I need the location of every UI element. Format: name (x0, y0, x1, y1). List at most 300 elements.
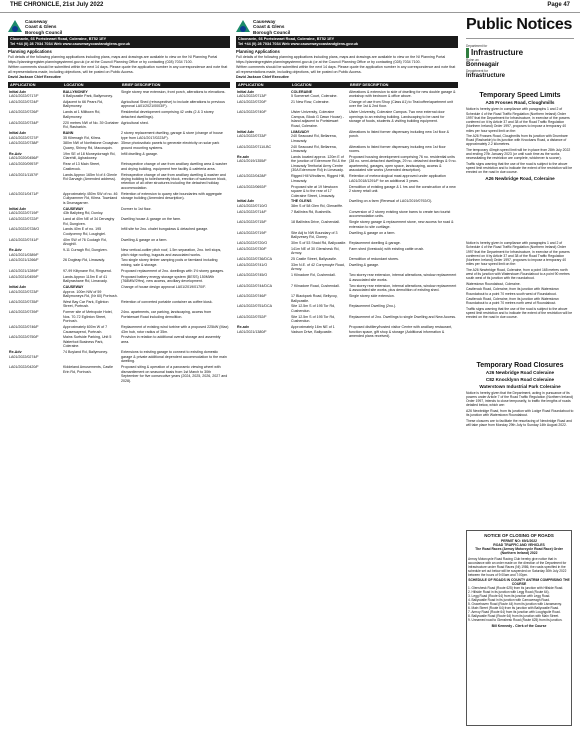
notice-speed-limits (466, 92, 574, 238)
notice-subtitle: ROAD TRAFFIC AND VEHICLES (493, 542, 545, 547)
table-row (8, 269, 230, 273)
table-row (236, 174, 458, 183)
application-location (290, 241, 348, 245)
schedule-item: 7. Armoy Road (Route 64) from its junction with Loughguile Road. (468, 610, 561, 614)
application-ref (8, 248, 62, 257)
location-text: 43b Ballybeg Rd, Dunloy. (63, 211, 104, 216)
application-number: LA01/2021/0471/F (9, 191, 39, 196)
application-description: Dwelling house & garage on the farm. (121, 217, 182, 222)
location-text: 33m N.E. of 42 Corrymoyle Road, Armoy. (291, 262, 345, 272)
dfi-mark-icon (466, 48, 469, 58)
advert-tag: Re-adv (237, 325, 249, 330)
advert-tag: Initial Adv (9, 89, 27, 94)
application-location (62, 350, 120, 363)
application-ref (8, 325, 62, 334)
location-text: 26 Dogleap Rd, Limavady. (63, 258, 106, 263)
application-location (290, 210, 348, 219)
table-row (236, 247, 458, 256)
application-description: Infill dwelling & garage. (121, 151, 158, 156)
notice-title: Temporary Road Closures (476, 362, 564, 369)
location-text: 38m S of 58 Glen Rd, Glenariffe. (291, 203, 344, 208)
application-location (62, 90, 120, 99)
location-text: Site 12.5m S of 195 Tor Rd, Cushendun. (291, 314, 336, 324)
col-location: LOCATION (292, 82, 312, 87)
council-logo (236, 18, 458, 36)
application-location (290, 100, 348, 109)
council-logo-icon (8, 20, 22, 34)
intro-text-2: Written comments should be submitted within the next 14 days. Please quote the application number in any correspondence and note that all representations made, including objections, will be posted on Public Access. (236, 65, 456, 74)
location-text: Former site of Metropole Hotel, Nos. 70-72 Eglinton Street, Portrush. (63, 310, 113, 324)
application-number: LA01/2022/0428/F (237, 174, 267, 179)
application-ref (8, 275, 62, 284)
intro-text: Full details of the following planning applications including plans, maps and drawings are available to view on the NI Planning Portal https://planningregister.planningsystemni.gov.uk (or at the Council Planning Office or by contacting (028) 7034 7100. (8, 55, 218, 64)
table-row (8, 285, 230, 298)
application-ref (8, 300, 62, 309)
application-location (62, 365, 120, 383)
notice-subtitle: A26 Newbridge Road, Coleraine (485, 175, 555, 181)
section-heading: Planning Applications (8, 48, 52, 54)
table-row (8, 121, 230, 130)
application-number: LA01/2022/0736/DCA (237, 257, 272, 262)
dfi-name: Infrastructure (466, 48, 574, 58)
table-row (8, 325, 230, 334)
application-location (290, 315, 348, 324)
dfi-scots-name: Infrastructure (466, 72, 506, 79)
application-description: Alterations & extension to side of dwelling for new double garage & workshop with bedroom & office above. (349, 89, 456, 99)
area-name: BANN (63, 131, 74, 136)
application-description: Dwelling on a farm (Renewal of LA01/2019/0792/O). (349, 199, 433, 204)
table-row (236, 241, 458, 245)
location-text: Rigged Hill Windfarm, Rigged Hill, Limavady. (291, 174, 346, 183)
application-description: Replacement Dwelling (2no.). (349, 304, 397, 309)
table-row (8, 275, 230, 284)
public-notices-title: Public Notices (466, 16, 573, 33)
application-ref (8, 110, 62, 119)
application-number: LA01/2022/0720/F (237, 100, 267, 104)
application-number: LA01/2022/0720/O (237, 240, 268, 245)
application-description: Replacement of 2no. Dwellings to single Dwelling and New Access. (349, 314, 457, 319)
table-row (236, 210, 458, 219)
location-text: Approximately 16m NE of 1 Vadson Drive, Ballycastle. (291, 325, 335, 334)
notice-para: Traffic signs warning that the use of the road is subject to the above speed limit restriction and to indicate the extent of the restriction will be erected on the road in due course. (466, 306, 573, 320)
location-text: Site Adj to NW Boundary of 3 Ballyvesey Rd, Cloney. (291, 230, 338, 239)
section-heading: Planning Applications (236, 48, 280, 54)
application-ref (236, 110, 290, 128)
application-description: 2 storey replacement dwelling, garage & store (change of house type from LA01/2017/0223/F). (121, 131, 223, 140)
notice-para: The A26 Newbridge Road, Coleraine, from a point 165 metres north west of its junction with Waterstown Roundabout to a point 90 metres south west of its junction with the roundabout. (466, 267, 570, 281)
application-number: LA01/2022/0746/F (9, 325, 39, 330)
notice-para: Castlerock Road, Coleraine, from its junction with Waterstown Roundabout to a point 70 metres north west of Roundabout. (466, 296, 559, 306)
masthead (0, 0, 580, 13)
table-row (236, 304, 458, 313)
application-location (62, 131, 120, 140)
table-row (8, 131, 230, 140)
application-description: Proposed housing development comprising 76 no. residential units (38 no. semi-detached dwellings, 29 no. detached dwellings & 9 no. apartments), garages, open space, landscaping, access & associated site works (Amended description). (349, 154, 457, 173)
notice-para: The temporary 40mph speed limit will be in place from 28th July 2022 and ending 27th January 2023 (or until such time as the works necessitating the restriction are complete, whichever is sooner). (466, 147, 571, 161)
application-description: Dwelling & garage. (349, 262, 380, 267)
application-location (290, 220, 348, 229)
council-address: Cloonavin, 66 Portstewart Road, Coleraine, BT52 1EY (10, 37, 107, 41)
application-location (62, 285, 120, 298)
schedule-item: 9. Unnamed road to Glenshesk Road (Route 625) from its junction. (468, 618, 563, 622)
table-row (8, 90, 230, 99)
application-location (62, 300, 120, 309)
advert-tag: Re-adv (237, 154, 249, 159)
area-name: LIMAVADY (291, 129, 310, 134)
application-ref (8, 227, 62, 236)
table-row (236, 273, 458, 282)
application-location (290, 257, 348, 261)
advert-tag: Re-Adv (9, 248, 22, 253)
application-location (290, 90, 348, 99)
application-description: Farm shed (livestock) with existing cattle crush. (349, 246, 425, 251)
application-number: LA01/2022/0710/O (237, 203, 268, 208)
application-ref (8, 162, 62, 171)
application-number: LA01/2022/0735/F (9, 299, 39, 304)
application-location (62, 192, 120, 205)
schedule-heading: SCHEDULE OF ROADS IN COUNTY ANTRIM COMPRISING THE COURSE (468, 577, 570, 586)
application-number: LA01/2019/1355/F (237, 159, 267, 164)
area-name: COLERAINE (291, 89, 313, 94)
application-number: LA01/2022/0740/F (237, 110, 267, 115)
table-row (236, 145, 458, 154)
table-row (236, 100, 458, 109)
application-number: LA01/2020/0456/F (9, 156, 39, 161)
application-location (290, 155, 348, 173)
application-number: LA01/2022/0733/F (237, 134, 267, 139)
application-number: LA01/2022/0715/F (237, 220, 267, 225)
location-text: 1 Kilnadore Rd, Cushendall. (291, 273, 336, 278)
notice-para: Notice is hereby given in compliance with paragraphs 1 and 2 of Schedule 4 of the Road Traffic Regulation (Northern Ireland) Order 1997 that the Department for Infrastructure, in exercise of the powers conferred on it by Article 37 and 38 of the Road Traffic Regulation (Northern Ireland) Order 1997, proposes to impose a temporary 40 miles per hour speed limit on the: (466, 241, 570, 267)
application-ref (236, 304, 290, 313)
application-ref (8, 258, 62, 267)
application-description: Residential development comprising 42 units (2 & 3 storey detached dwellings). (121, 110, 214, 119)
order-title: The Road Races (Armoy Motorcycle Road Race) Order (Northern Ireland) 2022 (475, 547, 563, 556)
application-number: LA01/2022/0746/F (237, 294, 267, 299)
application-location (62, 110, 120, 119)
location-text: Lands at 1 Milltown Rd, Ballymoney. (63, 110, 101, 119)
application-ref (236, 231, 290, 240)
application-ref (236, 273, 290, 282)
location-text: 240 Seacoast Rd, Bellarena, Limavady. (291, 144, 337, 154)
table-row (236, 294, 458, 303)
location-text: 40m SW of 76 Coolagh Rd, Ahoghill. (63, 237, 107, 247)
table-row (8, 335, 230, 348)
location-text: 5 Somerset Court, Coleraine. (291, 94, 338, 99)
application-description: Proposed distillery/hosted visitor Centre with ancillary restaurant, function space, gift shop & storage (Additional information & amended plans received). (349, 325, 453, 339)
notice-para: Traffic signs warning that the use of the road is subject to the above speed limit restriction and to indicate the extent of the restriction will be erected on the road in due course. (466, 161, 573, 175)
application-location (290, 294, 348, 303)
application-number: LA01/2022/0741/F (9, 237, 39, 242)
location-text: Approx. 100m NW of 59 Ballymoneys Rd, (Nr 60) Portrush. (63, 289, 118, 299)
table-row (236, 325, 458, 338)
council-contact: Tel +44 (0) 28 7034 7034 Web www.causewaycoastandglens.gov.uk (238, 41, 359, 46)
application-location (290, 284, 348, 293)
application-location (290, 110, 348, 128)
application-description: Alterations to listed former dispensary including new 1st floor rooms. (349, 144, 446, 154)
planning-pane-left (8, 18, 230, 723)
notice-para: Waterstown Roundabout, Coleraine. (466, 281, 521, 286)
location-text: Adjacent to 66 Pears Rd, Ballymoney. (63, 100, 103, 109)
application-description: Replacement of existing wind turbine with a proposed 225kW (Max) 43m hub, rotor radius of 35m. (121, 325, 229, 334)
application-ref (8, 238, 62, 247)
table-row (236, 90, 458, 99)
intro-text-2: Written comments should be submitted within the next 14 days. Please quote the application number in any correspondence and note that all representations made, including objections, will be posted on Public Access. (8, 65, 228, 74)
application-description: Dwelling & garage on a farm. (349, 230, 396, 235)
permit-number: PERMIT NO: 69/1/2022 (501, 538, 537, 543)
application-number: LA01/2022/0714/F (237, 209, 267, 214)
application-ref (8, 217, 62, 226)
table-row (8, 152, 230, 161)
table-row (236, 257, 458, 261)
notice-title: NOTICE OF CLOSING OF ROADS (484, 533, 554, 538)
notice-subtitle: A26 Frosses Road, Cloughmills (485, 100, 555, 106)
table-row (236, 199, 458, 208)
application-number: LA01/2021/1157/F (9, 172, 39, 177)
schedule-item: 6. Main Street (Route 64) from its junction with Ballycastle Road. (468, 606, 560, 610)
application-description: Change of house design approval LA01/2019/0170/F. (121, 285, 206, 290)
table-row (8, 238, 230, 247)
area-name: CAUSEWAY (63, 285, 84, 290)
application-ref (8, 365, 62, 383)
application-number: LA01/2022/0420/F (9, 365, 39, 370)
application-ref (236, 185, 290, 198)
application-number: LA01/2022/0739/F (9, 310, 39, 315)
application-ref (8, 90, 62, 99)
application-description: Dormer to 1st floor. (121, 206, 152, 211)
application-location (290, 199, 348, 208)
schedule-item: 8. Ballycastle Road (Route 64) from its junction with Main Street. (468, 614, 560, 618)
application-location (62, 258, 120, 267)
dfi-gael-label: Roinn an (466, 58, 479, 62)
application-number: LA01/2022/0726/F (9, 110, 39, 115)
signatory: David Jackson Chief Executive (236, 75, 289, 80)
notice-road-race-closing (466, 530, 572, 726)
application-ref (236, 241, 290, 245)
notice-para: The A26 Frosses Road, Cloughmills from its junction with Drumbare Road (Rasharkin) to its junction with Knockans Road, a distance of approximately 2.2 kilometres. (466, 133, 568, 147)
location-text: 7 Kilnadore Road, Cushendall. (291, 283, 340, 288)
application-description: Infill site for 2no. chalet bungalows & detached garage. (121, 227, 209, 232)
application-description: Proposed replacement of 2no. dwellings with 1½ storey garages. (121, 268, 225, 273)
clerk-signature: Bill Kennedy - Clerk of the Course (491, 624, 547, 628)
application-description: Demolition of redundant stores. (349, 257, 399, 262)
notice-subtitle: C82 Knocklynn Road Coleraine (485, 377, 555, 383)
location-text: 17 Blackpark Road, Bellyvoy, Ballycastle. (291, 294, 338, 303)
application-ref (236, 155, 290, 173)
application-ref (8, 310, 62, 323)
application-number: LA01/2022/0744/DCA (237, 283, 272, 288)
application-location (290, 273, 348, 282)
divider (466, 38, 574, 39)
location-text: Site 12.5m S of 195 Tor Rd, Cushendun. (291, 304, 336, 313)
application-number: LA01/2022/0713/F (237, 94, 267, 99)
application-ref (236, 257, 290, 261)
application-number: LA01/2021/1289/F (9, 268, 39, 273)
application-number: LA01/2022/0750/F (9, 335, 39, 340)
application-ref (236, 247, 290, 256)
application-location (290, 145, 348, 154)
application-ref (236, 263, 290, 272)
table-row (8, 310, 230, 323)
location-text: 30m S of 53 Shaid Rd, Ballycastle. (291, 240, 347, 245)
table-row (8, 100, 230, 109)
application-ref (236, 210, 290, 219)
application-number: LA01/2022/0719/F (237, 230, 267, 235)
location-text: 7 Ballinlea Rd, Bushmills. (291, 209, 332, 214)
application-ref (236, 130, 290, 143)
advert-tag: Initial Adv (9, 285, 27, 290)
application-description: Ulster University, Coleraine Campus. Two new external door openings to an existing building. Landscaping to be used for storage of foods, students & visiting building equipment. (349, 110, 445, 124)
application-location (62, 275, 120, 284)
advert-tag: Re-Adv (9, 151, 22, 156)
schedule-item: 1. Glenshesk Road (Route 625) from its junction with Hillside Road. (468, 586, 564, 590)
application-description: Retention of extension to quarry site boundaries with aggregate storage building (Amended description). (121, 191, 222, 201)
application-description: Replacement dwelling & garage. (349, 240, 401, 245)
application-number: LA01/2022/0717/F (9, 94, 39, 99)
table-row (8, 192, 230, 205)
application-number: LA01/2022/0752/F (237, 314, 267, 319)
application-location (290, 263, 348, 272)
table-row (236, 315, 458, 324)
col-description: BRIEF DESCRIPTION (350, 82, 389, 87)
application-number: LA01/2022/0692/F (237, 184, 267, 189)
application-description: 24no. apartments, car parking, landscaping, access from Portstewart Road including demolition. (121, 310, 212, 319)
application-description: Two storey rear extension, internal alterations, window replacement & associated site works, plus demolition of existing shed. (349, 283, 457, 293)
application-location (290, 247, 348, 256)
application-location (62, 141, 120, 150)
application-location (290, 325, 348, 338)
application-description: Single storey rear extension, front porch, alterations to elevations. (121, 89, 226, 94)
table-row (236, 155, 458, 173)
application-description: Two storey rear extension, internal alterations, window replacement & associated site works. (349, 273, 457, 282)
location-text: 19m SE of 18 Moneydorragh Rd, Clarehill, Aghadowey. (63, 151, 116, 161)
location-text: Kiddeland Amusements, Castle Erin Rd, Portrush. (63, 365, 113, 374)
area-name: CAUSEWAY (63, 206, 84, 211)
table-row (8, 173, 230, 191)
planning-pane-right (236, 18, 458, 723)
location-text: 97-99 Kiltynane Rd, Ringsend. (63, 268, 112, 273)
council-address-bar (8, 36, 230, 48)
col-application: APPLICATION (238, 82, 264, 87)
applications-table (8, 90, 230, 383)
location-text: 74 Boyland Rd, Ballymoney. (63, 350, 108, 355)
dfi-logo (466, 44, 574, 88)
application-description: Change of use from Shop (Class A1) to Tea/coffee/apartment unit over the 1st & 2nd floor. (349, 100, 453, 109)
application-ref (8, 100, 62, 109)
application-ref (8, 131, 62, 140)
application-ref (8, 269, 62, 273)
application-description: Single storey side extension. (349, 294, 395, 299)
location-text: Rear of 13 Main Street, Castlerock. (63, 162, 101, 171)
council-name: Causeway Coast & Glens Borough Council (253, 19, 291, 35)
application-description: Single storey garage & replacement stone, new access for road & extension to site curtilage. (349, 220, 454, 229)
table-row (236, 110, 458, 128)
table-row (236, 284, 458, 293)
schedule-item: 3. Legg Road (Route 64) from its junction with Legg Road. (468, 594, 551, 598)
table-row (8, 350, 230, 363)
application-location (62, 238, 120, 247)
notice-road-closures (466, 362, 574, 526)
application-number: LA01/2021/1380/F (237, 329, 267, 334)
table-row (8, 217, 230, 226)
application-ref (8, 141, 62, 150)
application-ref (8, 350, 62, 363)
application-location (62, 325, 120, 334)
application-ref (236, 145, 290, 154)
application-description: Alterations to listed former dispensary including new 1st floor & porch. (349, 129, 450, 139)
application-ref (236, 174, 290, 183)
application-ref (236, 90, 290, 99)
application-location (62, 121, 120, 130)
application-ref (8, 121, 62, 130)
application-number: LA01/2022/0738/F (9, 141, 39, 146)
notice-para: Armoy Motorcycle Road Racing Club hereby give notice that in accordance with an order made on the direction of the Department for Infrastructure under Road Races (NI) 1986, the roads specified in the schedule set out below will be suspended on Saturday 30th July 2022 between the hours of 9:00am and 7:00pm. (468, 556, 567, 577)
application-number: LA01/2022/0274/F (9, 354, 39, 359)
notice-para: Notice is hereby given in compliance with paragraphs 1 and 2 of Schedule 4 of the Road Traffic Regulation (Northern Ireland) Order 1997 that the Department for Infrastructure, in exercise of the powers conferred on it by Article 37 and 38 of the Road Traffic Regulation (Northern Ireland) Order 1997, proposes to impose a temporary 40 miles per hour speed limit on the: (466, 107, 570, 133)
notice-para: Notice is hereby given that the Department, acting in pursuance of its powers under Article 7 of the Road Traffic Regulation (Northern Ireland) Order 1997, intends to close temporarily, to traffic the lengths of roads detailed below, which are: (466, 390, 573, 408)
application-location (62, 173, 120, 191)
application-ref (236, 220, 290, 229)
publication-date: THE CHRONICLE, 21st July 2022 (10, 2, 104, 8)
location-text: Ulster University, Coleraine Campus, Block G Dawn House) - Island adjacent to Portstewart Road, Coleraine. (291, 110, 344, 128)
application-location (290, 231, 348, 240)
application-location (290, 130, 348, 143)
advert-tag: Initial Adv (237, 199, 255, 204)
location-text: Approximately 450m SW of no. 46 Cullyrammer Rd, Kilrea. Townland is Drumagarner. (63, 191, 118, 205)
application-description: Conversion of 2 storey existing stone barns to create two tourist accommodation units. (349, 209, 451, 219)
application-number: LA01/2022/0723/F (9, 289, 39, 294)
advert-tag: Initial Adv (237, 89, 255, 94)
table-row (8, 110, 230, 119)
advert-tag: Initial Adv (237, 129, 255, 134)
notice-a26-speed (466, 240, 574, 358)
table-header (8, 82, 230, 89)
application-number: LA01/2020/0957/F (9, 162, 39, 167)
schedule-item: 4. Ballycastle Road in its junction with Carrowreagh Road. (468, 598, 550, 602)
application-number: LA01/2022/0741/O (237, 262, 268, 267)
application-location (62, 310, 120, 323)
notice-para: A26 Newbridge Road, from its junction with Lodge Road Roundabout to its junction with Waterstown Roundabout. (466, 408, 574, 418)
table-row (8, 248, 230, 257)
table-row (236, 231, 458, 240)
application-description: New vertical-outlier pitch roof, 1.5m separation, 2no. bell stops, pitch ridge roofing, bugouts and associated works. (121, 248, 222, 257)
table-row (236, 185, 458, 198)
location-text: Approximately 600m W of 7 Causewayend, Portrush. (63, 325, 108, 334)
application-location (290, 185, 348, 198)
application-description: Proposed battery energy storage system (BESS) 150MWh (768MW/2Hrs), new access, ancillary development. (121, 274, 215, 284)
page-number: Page 47 (547, 2, 570, 8)
application-ref (236, 315, 290, 324)
application-number: LA01/2022/0719/F (9, 211, 39, 216)
application-ref (8, 152, 62, 161)
application-ref (8, 285, 62, 298)
application-number: LA01/2022/0727/F (9, 135, 39, 140)
application-ref (8, 207, 62, 216)
table-header (236, 82, 458, 89)
application-ref (236, 325, 290, 338)
location-text: 141m NE of 30 Glenshesk Rd, Armoy. (291, 246, 340, 256)
application-location (290, 174, 348, 183)
council-logo-icon (236, 20, 250, 34)
application-description: Provision in relation to additional overall storage and assembly area. (121, 335, 221, 344)
advert-tag: Re-Adv (9, 350, 22, 355)
council-name: Causeway Coast & Glens Borough Council (25, 19, 63, 35)
application-location (62, 269, 120, 273)
notice-para: Castlerock Road, Coleraine, from its junction with Waterstown Roundabout to a point 70 metres south west of Roundabout. (466, 287, 559, 296)
location-text: West Bay Car Park, Eglinton Street, Portrush. (63, 299, 109, 309)
signatory: David Jackson Chief Executive (8, 75, 61, 80)
location-text: Lands Approx 115m E of 41 Ballyrashane Rd, Limavady. (63, 274, 108, 284)
